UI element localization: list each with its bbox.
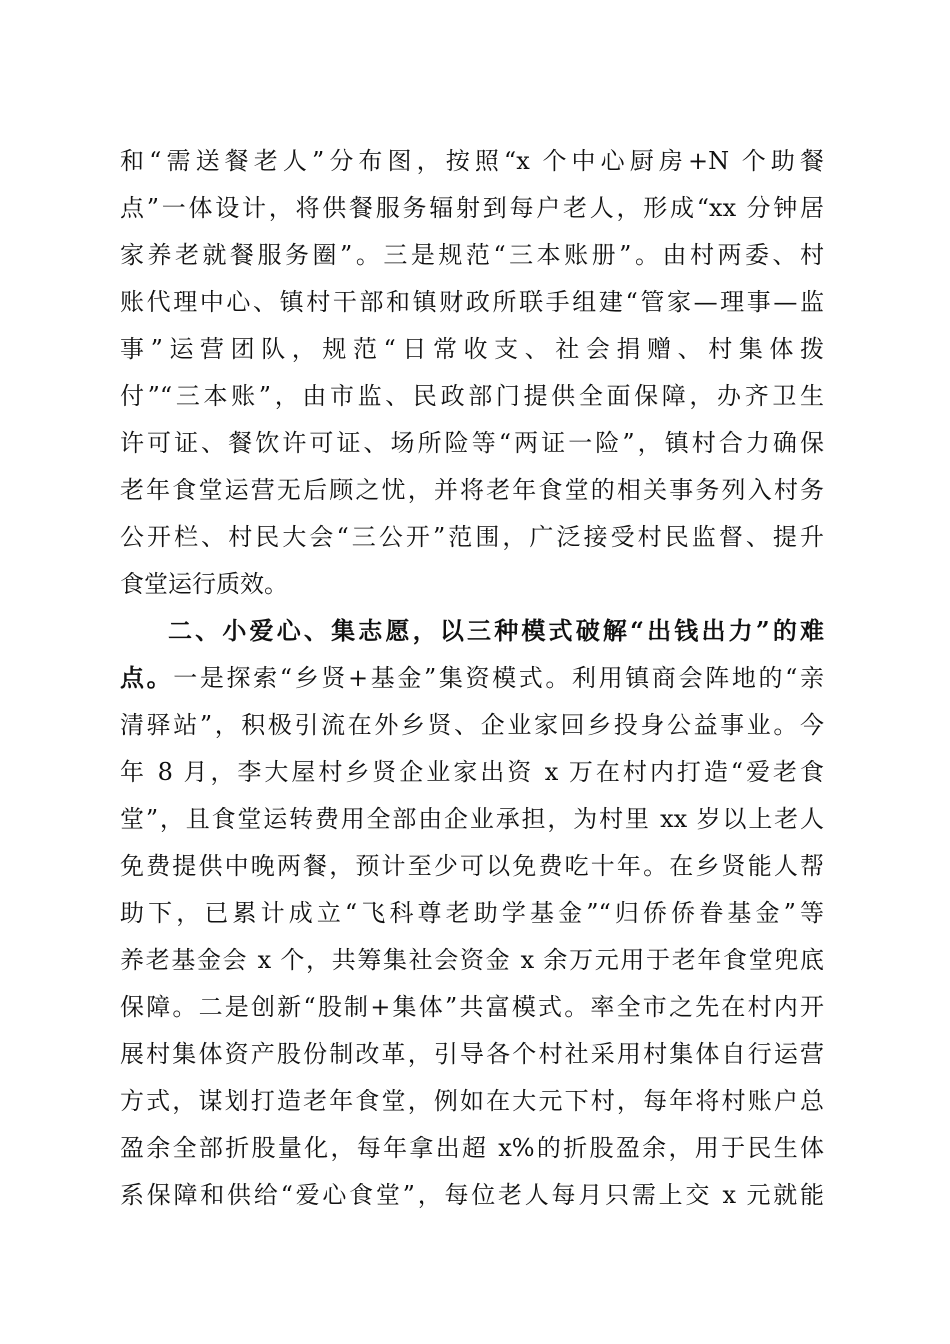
section-heading: 二、小爱心、集志愿，以三种模式破解“出钱出力”的难 [168, 616, 824, 645]
paragraph-line: 食堂运行质效。 [120, 570, 288, 598]
paragraph-line: 点”一体设计，将供餐服务辐射到每户老人，形成“xx 分钟居 [120, 194, 824, 222]
paragraph-line: 免费提供中晚两餐，预计至少可以免费吃十年。在乡贤能人帮 [120, 852, 824, 880]
paragraph-line: 清驿站”，积极引流在外乡贤、企业家回乡投身公益事业。今 [120, 711, 824, 739]
paragraph-line: 付”“三本账”，由市监、民政部门提供全面保障，办齐卫生 [120, 382, 824, 410]
paragraph-line: 事”运营团队，规范“日常收支、社会捐赠、村集体拨 [120, 335, 824, 363]
paragraph-line: 老年食堂运营无后顾之忧，并将老年食堂的相关事务列入村务 [120, 476, 824, 504]
paragraph-line: 盈余全部折股量化，每年拿出超 x%的折股盈余，用于民生体 [120, 1134, 824, 1162]
paragraph-line: 和“需送餐老人”分布图，按照“x 个中心厨房+N 个助餐 [120, 147, 824, 175]
paragraph-line: 许可证、餐饮许可证、场所险等“两证一险”，镇村合力确保 [120, 429, 824, 457]
section-heading-end: 点。 [120, 663, 174, 692]
paragraph-line: 堂”，且食堂运转费用全部由企业承担，为村里 xx 岁以上老人 [120, 805, 824, 833]
paragraph-line: 展村集体资产股份制改革，引导各个村社采用村集体自行运营 [120, 1040, 824, 1068]
paragraph-line: 保障。二是创新“股制+集体”共富模式。率全市之先在村内开 [120, 993, 824, 1021]
paragraph-line: 账代理中心、镇村干部和镇财政所联手组建“管家—理事—监 [120, 288, 824, 316]
paragraph-line: 养老基金会 x 个，共筹集社会资金 x 余万元用于老年食堂兜底 [120, 946, 824, 974]
paragraph-line: 方式，谋划打造老年食堂，例如在大元下村，每年将村账户总 [120, 1087, 824, 1115]
paragraph-line: 年 8 月，李大屋村乡贤企业家出资 x 万在村内打造“爱老食 [120, 758, 824, 786]
paragraph-line [120, 660, 824, 696]
paragraph-line: 家养老就餐服务圈”。三是规范“三本账册”。由村两委、村 [120, 241, 824, 269]
paragraph-line: 助下，已累计成立“飞科尊老助学基金”“归侨侨眷基金”等 [120, 899, 824, 927]
paragraph-text: 一是探索“乡贤+基金”集资模式。利用镇商会阵地的“亲 [173, 664, 824, 692]
paragraph-line: 公开栏、村民大会“三公开”范围，广泛接受村民监督、提升 [120, 523, 824, 551]
paragraph-line: 系保障和供给“爱心食堂”，每位老人每月只需上交 x 元就能 [120, 1181, 824, 1209]
